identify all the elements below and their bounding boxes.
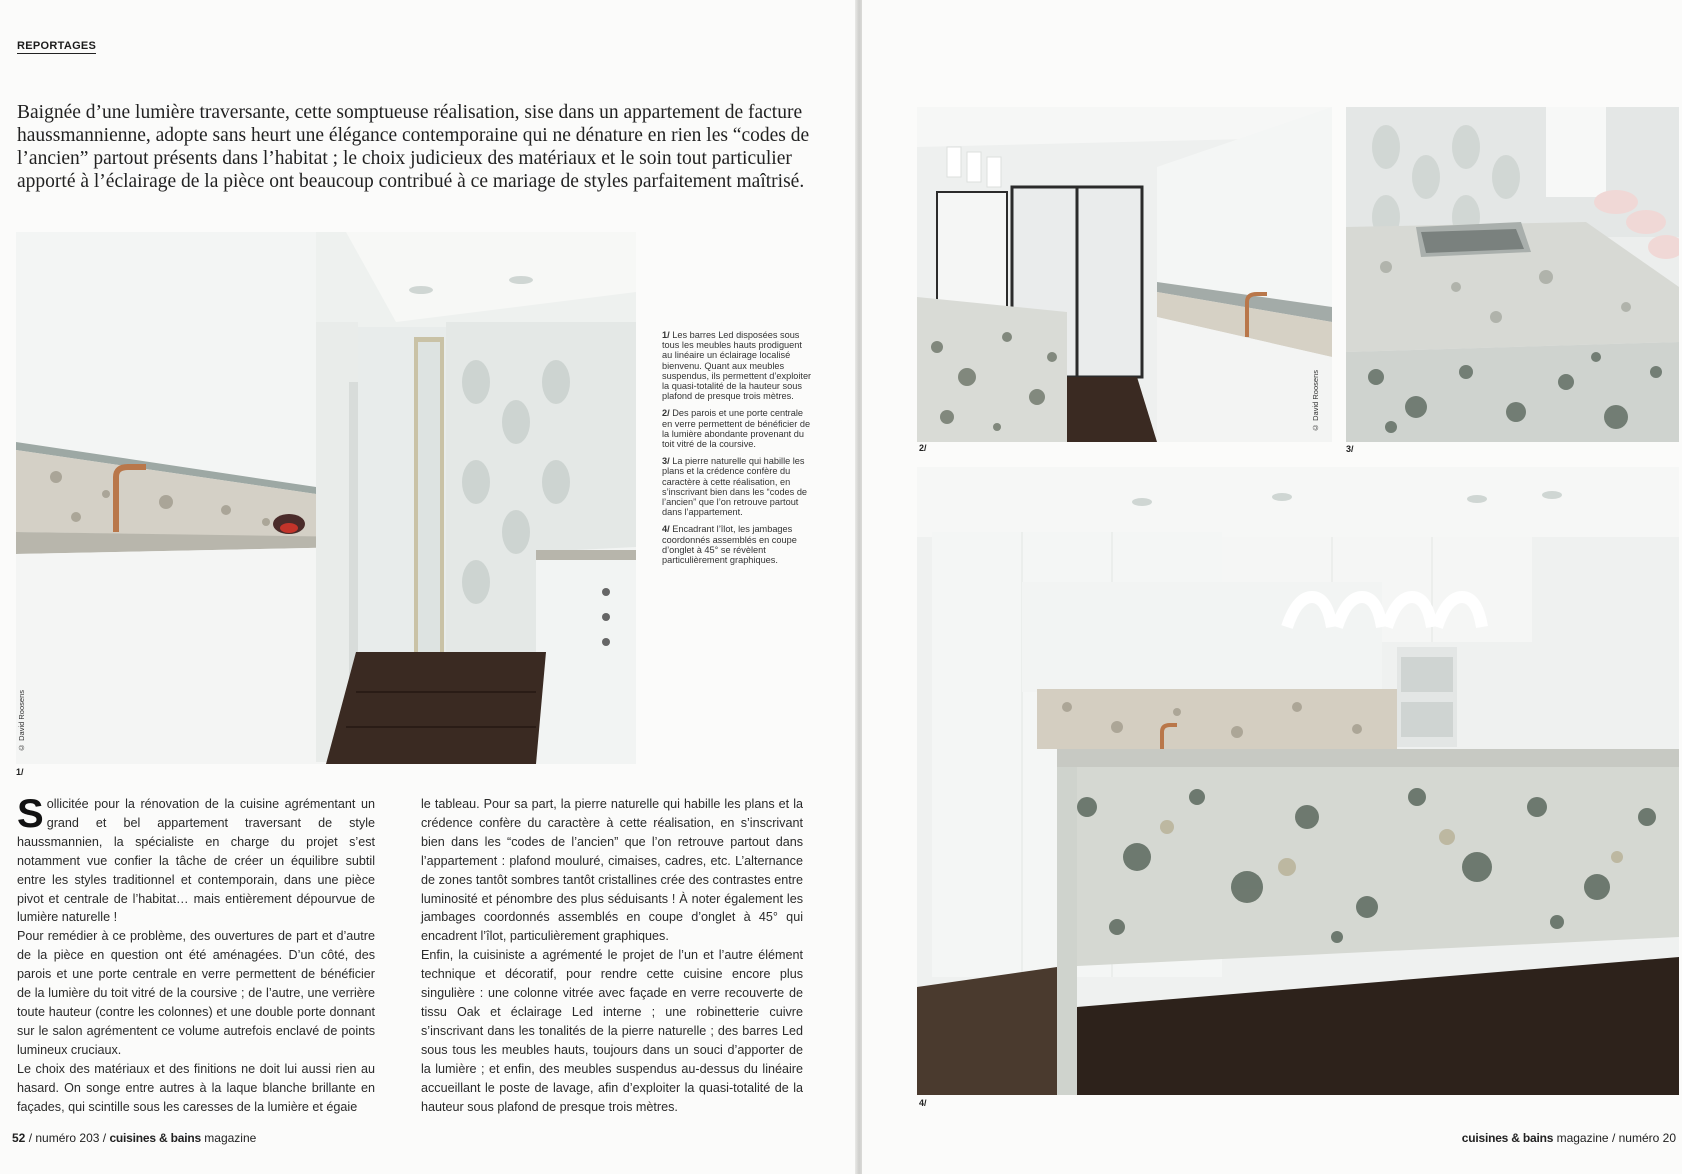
photo-captions: [662, 330, 812, 572]
caption-3: 3/ La pierre naturelle qui habille les plans et la crédence confère du caractère à cette réalisation, en s’inscrivant bien dans les “codes de l’ancien” que l’on retrouve partout dans l’appartement.: [662, 456, 808, 518]
issue-number: numéro 203: [35, 1131, 100, 1145]
right-page: [862, 0, 1682, 1174]
kitchen-photo-1: [16, 232, 636, 764]
body-paragraph-3: Le choix des matériaux et des finitions ne doit lui aussi rien au hasard. On songe entre autres à la laque blanche brillante en façades, qui scintille sous les caresses de la lumière et égaie: [17, 1061, 375, 1114]
body-paragraph-2: Pour remédier à ce problème, des ouvertures de part et d’autre de la pièce en question ont été aménagées. D’un côté, des parois et une porte centrale en verre permettent de bénéficier de la lumière du toit vitré de la coursive ; de l’autre, une verrière toute hauteur (contre les colonnes) et une double porte donnant sur le salon agrémentent ce volume autrefois enclavé de points lumineux cruciaux.: [17, 929, 375, 1057]
section-tag: REPORTAGES: [17, 40, 97, 52]
photo-3-credit: © David Roosens: [1311, 370, 1320, 432]
magazine-name-sub: magazine: [204, 1131, 257, 1145]
caption-2: 2/ Des parois et une porte centrale en verre permettent de bénéficier de la lumière abondante provenant du toit vitré de la coursive.: [662, 408, 811, 450]
body-paragraph-1: ollicitée pour la rénovation de la cuisine agrémentant un grand et bel appartement traversant de style haussmannien, la spécialiste en charge du projet s’est notamment vue confier la tâche de créer un équilibre subtil entre les styles traditionnel et contemporain, dans une pièce pivot et centrale de l’habitat… mais entièrement dépourvue de lumière naturelle !: [17, 797, 375, 925]
photo-1-credit: © David Roosens: [17, 690, 26, 752]
magazine-name: cuisines & bains: [109, 1131, 201, 1145]
intro-paragraph: Baignée d’une lumière traversante, cette somptueuse réalisation, sise dans un appartement de facture haussmannienne, adopte sans heurt une élégance contemporaine qui ne dénature en rien les “codes de l’ancien” partout présents dans l’habitat ; le choix judicieux des matériaux et le soin tout particulier apporté à l’éclairage de la pièce ont beaucoup contribué à ce mariage de styles parfaitement maîtrisé.: [17, 102, 810, 192]
kitchen-photo-3: [1346, 107, 1679, 442]
issue-number-right: / numéro 20: [1611, 1131, 1676, 1145]
drop-cap: S: [17, 792, 44, 836]
page-number: 52: [12, 1131, 26, 1145]
kitchen-photo-2: [917, 107, 1332, 442]
body-paragraph-4: le tableau. Pour sa part, la pierre naturelle qui habille les plans et la crédence confère du caractère à cette réalisation, en s’inscrivant bien dans les “codes de l’ancien” que l’on retrouve partout dans l’appartement : plafond mouluré, cimaises, cadres, etc. L’alternance de zones tantôt sombres tantôt cristallines crée des contrastes entre luminosité et pénombre des plus séduisants ! À noter également les jambages coordonnés assemblés en coupe d’onglet à 45° qui encadrent l’îlot, particulièrement graphiques.: [421, 797, 803, 944]
caption-1: 1/ Les barres Led disposées sous tous les meubles hauts prodiguent au linéaire un éclairage localisé bienvenu. Quant aux meubles suspendus, ils permettent d’exploiter la quasi-totalité de la hauteur sous plafond de presque trois mètres.: [662, 330, 812, 402]
right-folio: [1462, 1131, 1676, 1145]
photo-4-number: 4/: [919, 1098, 927, 1108]
photo-1-number: 1/: [16, 767, 24, 777]
magazine-name-right: cuisines & bains: [1461, 1131, 1554, 1145]
magazine-name-sub-right: magazine: [1556, 1131, 1609, 1145]
left-folio: 52 / numéro 203 / cuisines & bains magazine: [12, 1131, 257, 1145]
kitchen-photo-4: [917, 467, 1679, 1095]
body-column-2: [421, 795, 803, 1116]
photo-3-number: 3/: [1346, 444, 1354, 454]
photo-2-number: 2/: [919, 443, 927, 453]
body-column-1: [17, 792, 375, 1116]
body-paragraph-5: Enfin, la cuisiniste a agrémenté le projet de l’un et l’autre élément technique et décoratif, pour rendre cette cuisine encore plus singulière : une colonne vitrée avec façade en verre recouverte de tissu Oak et éclairage Led interne ; une robinetterie cuivre s’inscrivant dans les tonalités de la pierre naturelle ; des barres Led sous tous les meubles hauts, toujours dans un souci d’apporter de la lumière ; et enfin, des meubles suspendus au-dessus du linéaire accueillant le poste de lavage, afin d’exploiter la quasi-totalité de la hauteur sous plafond de presque trois mètres.: [421, 948, 803, 1114]
caption-4: 4/ Encadrant l’îlot, les jambages coordonnés assemblés en coupe d’onglet à 45° se révèlent particulièrement graphiques.: [662, 524, 797, 566]
